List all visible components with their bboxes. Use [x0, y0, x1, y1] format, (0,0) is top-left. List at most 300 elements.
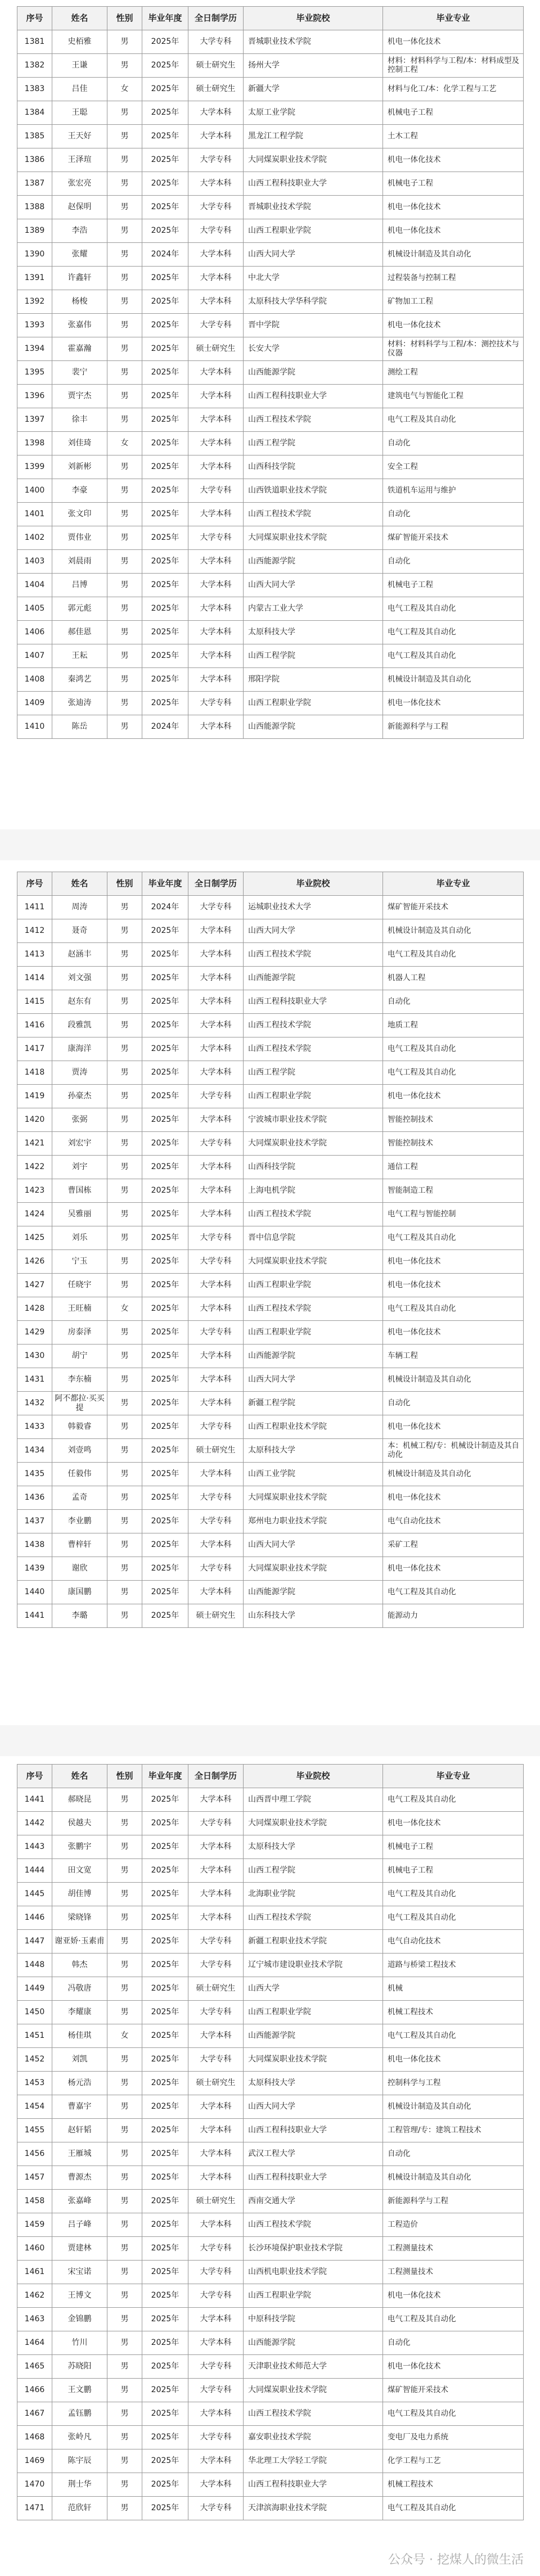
cell-major: 能源动力 — [383, 1604, 524, 1628]
cell-gender: 男 — [107, 1439, 142, 1463]
cell-major: 工程造价 — [383, 2213, 524, 2237]
cell-name: 王泽瑄 — [52, 148, 107, 172]
cell-education: 大学本科 — [188, 597, 244, 621]
cell-seq: 1388 — [17, 196, 52, 219]
cell-school: 山西工程职业学院 — [244, 219, 383, 243]
table-row — [17, 1179, 524, 1203]
cell-seq: 1434 — [17, 1439, 52, 1463]
cell-name: 孟钰鹏 — [52, 2402, 107, 2426]
cell-school: 山西科技学院 — [244, 455, 383, 479]
cell-education: 大学专科 — [188, 1250, 244, 1274]
cell-school: 山西能源学院 — [244, 550, 383, 574]
cell-name: 竹川 — [52, 2331, 107, 2355]
table-row — [17, 2497, 524, 2520]
cell-education: 大学本科 — [188, 1156, 244, 1179]
table-row — [17, 2142, 524, 2166]
table-row — [17, 2072, 524, 2095]
cell-major: 机械设计制造及其自动化 — [383, 2166, 524, 2190]
cell-grad-year: 2025年 — [142, 692, 188, 715]
cell-grad-year: 2025年 — [142, 337, 188, 361]
cell-gender: 男 — [107, 1345, 142, 1368]
roster-section-2 — [0, 860, 540, 1726]
cell-school: 山西工程技术学院 — [244, 943, 383, 967]
cell-major: 机电一体化技术 — [383, 2355, 524, 2379]
cell-seq: 1462 — [17, 2284, 52, 2308]
cell-school: 山西大同大学 — [244, 1533, 383, 1557]
cell-grad-year: 2025年 — [142, 1037, 188, 1061]
cell-seq: 1415 — [17, 990, 52, 1014]
cell-school: 长安大学 — [244, 337, 383, 361]
cell-education: 大学专科 — [188, 479, 244, 503]
cell-grad-year: 2025年 — [142, 621, 188, 644]
cell-school: 山西工程学院 — [244, 432, 383, 455]
cell-name: 赵东有 — [52, 990, 107, 1014]
cell-grad-year: 2025年 — [142, 1345, 188, 1368]
cell-grad-year: 2025年 — [142, 1930, 188, 1954]
cell-school: 太原科技大学 — [244, 1439, 383, 1463]
cell-name: 张耀 — [52, 243, 107, 267]
cell-major: 机电一体化技术 — [383, 1321, 524, 1345]
cell-gender: 男 — [107, 1954, 142, 1977]
cell-education: 大学本科 — [188, 943, 244, 967]
cell-seq: 1397 — [17, 408, 52, 432]
cell-education: 大学专科 — [188, 2001, 244, 2024]
cell-gender: 男 — [107, 1368, 142, 1392]
cell-grad-year: 2025年 — [142, 1321, 188, 1345]
table-row — [17, 967, 524, 990]
cell-seq: 1425 — [17, 1226, 52, 1250]
cell-grad-year: 2025年 — [142, 550, 188, 574]
cell-gender: 男 — [107, 267, 142, 290]
cell-name: 张岭凡 — [52, 2426, 107, 2449]
cell-major: 工程管理/专：建筑工程技术 — [383, 2119, 524, 2142]
table-row — [17, 1203, 524, 1226]
cell-grad-year: 2025年 — [142, 1954, 188, 1977]
column-header-gender: 性别 — [107, 1765, 142, 1788]
table-row — [17, 668, 524, 692]
cell-major: 道路与桥梁工程技术 — [383, 1954, 524, 1977]
cell-school: 内蒙古工业大学 — [244, 597, 383, 621]
cell-seq: 1453 — [17, 2072, 52, 2095]
column-header-major: 毕业专业 — [383, 872, 524, 896]
column-header-education: 全日制学历 — [188, 7, 244, 30]
cell-major: 机电一体化技术 — [383, 314, 524, 337]
cell-name: 刘乐 — [52, 1226, 107, 1250]
cell-seq: 1444 — [17, 1859, 52, 1883]
cell-gender: 男 — [107, 668, 142, 692]
cell-school: 大同煤炭职业技术学院 — [244, 1812, 383, 1835]
cell-grad-year: 2025年 — [142, 1883, 188, 1906]
cell-major: 地质工程 — [383, 1014, 524, 1037]
cell-school: 山西工程技术学院 — [244, 1906, 383, 1930]
cell-gender: 男 — [107, 919, 142, 943]
cell-seq: 1385 — [17, 125, 52, 148]
table-row — [17, 1061, 524, 1085]
cell-seq: 1441 — [17, 1604, 52, 1628]
cell-grad-year: 2025年 — [142, 2402, 188, 2426]
table-row — [17, 1345, 524, 1368]
cell-name: 宁玉 — [52, 1250, 107, 1274]
cell-education: 大学专科 — [188, 2261, 244, 2284]
cell-name: 刘文强 — [52, 967, 107, 990]
cell-school: 山西工程技术学院 — [244, 503, 383, 526]
cell-education: 大学本科 — [188, 503, 244, 526]
cell-seq: 1466 — [17, 2379, 52, 2402]
cell-school: 运城职业技术大学 — [244, 896, 383, 919]
cell-grad-year: 2025年 — [142, 432, 188, 455]
cell-gender: 男 — [107, 1883, 142, 1906]
cell-major: 机械设计制造及其自动化 — [383, 668, 524, 692]
cell-name: 张迪涛 — [52, 692, 107, 715]
cell-gender: 男 — [107, 1061, 142, 1085]
table-row — [17, 1835, 524, 1859]
cell-education: 大学本科 — [188, 361, 244, 385]
cell-seq: 1409 — [17, 692, 52, 715]
cell-gender: 男 — [107, 2308, 142, 2331]
cell-grad-year: 2025年 — [142, 644, 188, 668]
cell-seq: 1423 — [17, 1179, 52, 1203]
cell-seq: 1461 — [17, 2261, 52, 2284]
cell-seq: 1392 — [17, 290, 52, 314]
cell-education: 大学本科 — [188, 172, 244, 196]
cell-name: 王雁城 — [52, 2142, 107, 2166]
cell-seq: 1452 — [17, 2048, 52, 2072]
column-header-name: 姓名 — [52, 7, 107, 30]
cell-major: 机电一体化技术 — [383, 1415, 524, 1439]
table-row — [17, 1297, 524, 1321]
cell-school: 晋城职业技术学院 — [244, 30, 383, 54]
table-row — [17, 2379, 524, 2402]
cell-seq: 1400 — [17, 479, 52, 503]
cell-major: 材料：材料科学与工程/本：测控技术与仪器 — [383, 337, 524, 361]
cell-seq: 1441 — [17, 1788, 52, 1812]
cell-major: 机器人工程 — [383, 967, 524, 990]
cell-grad-year: 2025年 — [142, 597, 188, 621]
cell-grad-year: 2025年 — [142, 1061, 188, 1085]
cell-name: 王聪 — [52, 101, 107, 125]
cell-seq: 1417 — [17, 1037, 52, 1061]
cell-school: 大同煤炭职业技术学院 — [244, 1557, 383, 1581]
cell-name: 张嘉伟 — [52, 314, 107, 337]
cell-school: 太原工业学院 — [244, 101, 383, 125]
cell-gender: 男 — [107, 1250, 142, 1274]
cell-grad-year: 2025年 — [142, 290, 188, 314]
cell-gender: 男 — [107, 2001, 142, 2024]
cell-school: 辽宁城市建设职业技术学院 — [244, 1954, 383, 1977]
cell-seq: 1386 — [17, 148, 52, 172]
table-row — [17, 1604, 524, 1628]
cell-name: 苏晓阳 — [52, 2355, 107, 2379]
table-row — [17, 1439, 524, 1463]
cell-seq: 1471 — [17, 2497, 52, 2520]
cell-gender: 男 — [107, 30, 142, 54]
cell-gender: 男 — [107, 148, 142, 172]
cell-school: 山西工程学院 — [244, 1859, 383, 1883]
cell-grad-year: 2024年 — [142, 243, 188, 267]
cell-gender: 男 — [107, 2095, 142, 2119]
cell-major: 电气工程及其自动化 — [383, 1297, 524, 1321]
cell-gender: 男 — [107, 1085, 142, 1108]
cell-grad-year: 2025年 — [142, 408, 188, 432]
table-row — [17, 337, 524, 361]
cell-school: 新疆工程学院 — [244, 1392, 383, 1415]
table-row — [17, 2355, 524, 2379]
cell-seq: 1402 — [17, 526, 52, 550]
table-row — [17, 361, 524, 385]
cell-major: 电气工程及其自动化 — [383, 1061, 524, 1085]
cell-major: 电气工程及其自动化 — [383, 621, 524, 644]
cell-grad-year: 2025年 — [142, 385, 188, 408]
cell-major: 电气工程及其自动化 — [383, 597, 524, 621]
cell-name: 张弼 — [52, 1108, 107, 1132]
cell-grad-year: 2025年 — [142, 172, 188, 196]
cell-gender: 男 — [107, 943, 142, 967]
cell-name: 曹梓轩 — [52, 1533, 107, 1557]
cell-education: 大学专科 — [188, 2426, 244, 2449]
table-header-row — [17, 7, 524, 30]
table-row — [17, 2449, 524, 2473]
cell-education: 大学专科 — [188, 896, 244, 919]
cell-name: 贾伟业 — [52, 526, 107, 550]
column-header-seq: 序号 — [17, 872, 52, 896]
cell-gender: 女 — [107, 78, 142, 101]
cell-grad-year: 2025年 — [142, 1108, 188, 1132]
cell-name: 赵轩韬 — [52, 2119, 107, 2142]
cell-major: 智能控制技术 — [383, 1132, 524, 1156]
cell-gender: 女 — [107, 2024, 142, 2048]
cell-gender: 男 — [107, 2497, 142, 2520]
cell-name: 曹嘉宇 — [52, 2095, 107, 2119]
table-row — [17, 2024, 524, 2048]
table-row — [17, 1132, 524, 1156]
cell-name: 郝佳恩 — [52, 621, 107, 644]
cell-grad-year: 2025年 — [142, 2237, 188, 2261]
cell-school: 宁波城市职业技术学院 — [244, 1108, 383, 1132]
cell-school: 大同煤炭职业技术学院 — [244, 526, 383, 550]
cell-gender: 男 — [107, 455, 142, 479]
cell-major: 智能制造工程 — [383, 1179, 524, 1203]
cell-gender: 男 — [107, 2237, 142, 2261]
cell-education: 大学专科 — [188, 148, 244, 172]
cell-school: 黑龙江工程学院 — [244, 125, 383, 148]
table-row — [17, 1788, 524, 1812]
cell-education: 大学本科 — [188, 967, 244, 990]
cell-grad-year: 2025年 — [142, 1132, 188, 1156]
cell-name: 曹源杰 — [52, 2166, 107, 2190]
cell-gender: 男 — [107, 1835, 142, 1859]
cell-school: 山西工程技术学院 — [244, 2213, 383, 2237]
table-row — [17, 290, 524, 314]
cell-major: 工程测量技术 — [383, 2261, 524, 2284]
cell-seq: 1446 — [17, 1906, 52, 1930]
column-header-education: 全日制学历 — [188, 872, 244, 896]
cell-gender: 男 — [107, 172, 142, 196]
column-header-school: 毕业院校 — [244, 872, 383, 896]
cell-major: 电气工程及其自动化 — [383, 2402, 524, 2426]
table-row — [17, 621, 524, 644]
cell-major: 电气工程及其自动化 — [383, 1581, 524, 1604]
cell-name: 张鹏宇 — [52, 1835, 107, 1859]
cell-name: 曹国栋 — [52, 1179, 107, 1203]
cell-name: 刘佳琦 — [52, 432, 107, 455]
cell-major: 机电一体化技术 — [383, 692, 524, 715]
cell-gender: 男 — [107, 715, 142, 739]
cell-school: 太原科技大学 — [244, 2072, 383, 2095]
cell-education: 大学本科 — [188, 550, 244, 574]
cell-grad-year: 2025年 — [142, 1226, 188, 1250]
cell-major: 机械设计制造及其自动化 — [383, 919, 524, 943]
cell-major: 化学工程与工艺 — [383, 2449, 524, 2473]
cell-gender: 男 — [107, 1037, 142, 1061]
cell-school: 山西工程职业学院 — [244, 2284, 383, 2308]
cell-education: 大学专科 — [188, 1557, 244, 1581]
cell-grad-year: 2025年 — [142, 1014, 188, 1037]
cell-education: 大学本科 — [188, 432, 244, 455]
cell-education: 大学专科 — [188, 1415, 244, 1439]
cell-school: 华北理工大学轻工学院 — [244, 2449, 383, 2473]
table-row — [17, 2119, 524, 2142]
cell-education: 大学专科 — [188, 314, 244, 337]
table-row — [17, 1581, 524, 1604]
cell-education: 大学本科 — [188, 385, 244, 408]
cell-education: 大学专科 — [188, 2497, 244, 2520]
table-row — [17, 2473, 524, 2497]
cell-gender: 男 — [107, 2473, 142, 2497]
cell-seq: 1383 — [17, 78, 52, 101]
cell-major: 机电一体化技术 — [383, 196, 524, 219]
cell-grad-year: 2025年 — [142, 2048, 188, 2072]
roster-section-3 — [0, 1756, 540, 2576]
cell-school: 太原科技大学华科学院 — [244, 290, 383, 314]
table-row — [17, 896, 524, 919]
cell-school: 山西工程科技职业大学 — [244, 990, 383, 1014]
cell-gender: 男 — [107, 2379, 142, 2402]
table-row — [17, 1930, 524, 1954]
cell-education: 大学本科 — [188, 125, 244, 148]
cell-major: 机械电子工程 — [383, 172, 524, 196]
cell-grad-year: 2025年 — [142, 1510, 188, 1533]
cell-grad-year: 2025年 — [142, 361, 188, 385]
cell-gender: 男 — [107, 1226, 142, 1250]
cell-school: 大同煤炭职业技术学院 — [244, 148, 383, 172]
cell-education: 大学专科 — [188, 526, 244, 550]
cell-seq: 1451 — [17, 2024, 52, 2048]
cell-education: 大学专科 — [188, 1930, 244, 1954]
cell-grad-year: 2025年 — [142, 1274, 188, 1297]
cell-school: 中北大学 — [244, 267, 383, 290]
cell-grad-year: 2025年 — [142, 1581, 188, 1604]
cell-grad-year: 2025年 — [142, 54, 188, 78]
cell-gender: 男 — [107, 2119, 142, 2142]
cell-name: 任毅伟 — [52, 1463, 107, 1486]
cell-school: 山西工程科技职业大学 — [244, 2166, 383, 2190]
table-row — [17, 503, 524, 526]
cell-seq: 1393 — [17, 314, 52, 337]
cell-school: 山西大同大学 — [244, 243, 383, 267]
cell-school: 武汉工程大学 — [244, 2142, 383, 2166]
cell-grad-year: 2025年 — [142, 30, 188, 54]
cell-major: 土木工程 — [383, 125, 524, 148]
cell-major: 机电一体化技术 — [383, 219, 524, 243]
cell-gender: 男 — [107, 1533, 142, 1557]
cell-major: 机械设计制造及其自动化 — [383, 243, 524, 267]
table-row — [17, 2095, 524, 2119]
cell-education: 大学本科 — [188, 2308, 244, 2331]
table-row — [17, 1883, 524, 1906]
table-row — [17, 455, 524, 479]
table-row — [17, 1321, 524, 1345]
cell-gender: 男 — [107, 337, 142, 361]
cell-education: 大学专科 — [188, 2048, 244, 2072]
cell-gender: 男 — [107, 1812, 142, 1835]
table-row — [17, 1954, 524, 1977]
cell-major: 机械工程技术 — [383, 2473, 524, 2497]
cell-education: 大学本科 — [188, 1859, 244, 1883]
cell-school: 山西工程职业学院 — [244, 1274, 383, 1297]
cell-gender: 男 — [107, 54, 142, 78]
cell-name: 王博文 — [52, 2284, 107, 2308]
cell-school: 山西能源学院 — [244, 1345, 383, 1368]
cell-school: 太原科技大学 — [244, 1835, 383, 1859]
column-header-major: 毕业专业 — [383, 7, 524, 30]
table-row — [17, 574, 524, 597]
cell-gender: 男 — [107, 290, 142, 314]
table-header-row — [17, 1765, 524, 1788]
cell-grad-year: 2025年 — [142, 125, 188, 148]
cell-name: 刘壹鸣 — [52, 1439, 107, 1463]
cell-gender: 男 — [107, 574, 142, 597]
cell-gender: 男 — [107, 2213, 142, 2237]
cell-education: 硕士研究生 — [188, 54, 244, 78]
table-row — [17, 172, 524, 196]
table-row — [17, 550, 524, 574]
cell-name: 梁晓锋 — [52, 1906, 107, 1930]
cell-gender: 男 — [107, 1203, 142, 1226]
table-row — [17, 1859, 524, 1883]
cell-gender: 男 — [107, 2072, 142, 2095]
cell-major: 电气工程及其自动化 — [383, 1883, 524, 1906]
cell-education: 大学本科 — [188, 2213, 244, 2237]
cell-gender: 男 — [107, 243, 142, 267]
cell-school: 西南交通大学 — [244, 2190, 383, 2213]
cell-gender: 男 — [107, 2284, 142, 2308]
cell-education: 大学本科 — [188, 1037, 244, 1061]
cell-seq: 1467 — [17, 2402, 52, 2426]
cell-name: 康海洋 — [52, 1037, 107, 1061]
cell-gender: 男 — [107, 692, 142, 715]
table-row — [17, 1274, 524, 1297]
cell-major: 电气工程及其自动化 — [383, 943, 524, 967]
cell-major: 电气工程及其自动化 — [383, 2497, 524, 2520]
cell-name: 孟奇 — [52, 1486, 107, 1510]
cell-school: 山西大同大学 — [244, 919, 383, 943]
table-row — [17, 2237, 524, 2261]
table-row — [17, 243, 524, 267]
table-row — [17, 101, 524, 125]
cell-name: 段雅凯 — [52, 1014, 107, 1037]
cell-seq: 1460 — [17, 2237, 52, 2261]
cell-education: 大学专科 — [188, 30, 244, 54]
cell-name: 侯越夫 — [52, 1812, 107, 1835]
cell-gender: 男 — [107, 1392, 142, 1415]
table-row — [17, 1557, 524, 1581]
cell-major: 材料与化工/本：化学工程与工艺 — [383, 78, 524, 101]
table-row — [17, 1037, 524, 1061]
cell-gender: 男 — [107, 1274, 142, 1297]
cell-education: 大学本科 — [188, 644, 244, 668]
cell-seq: 1390 — [17, 243, 52, 267]
cell-school: 长沙环境保护职业技术学院 — [244, 2237, 383, 2261]
